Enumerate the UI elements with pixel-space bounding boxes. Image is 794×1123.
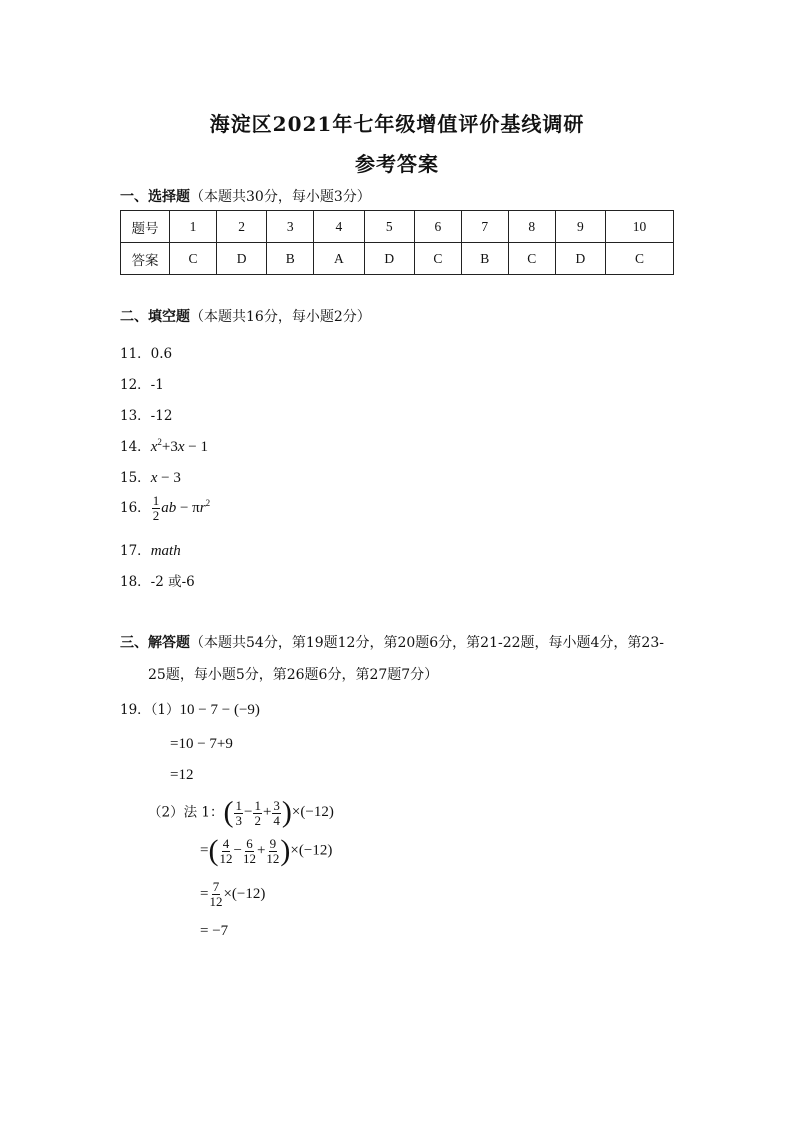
section-3-note-1: （本题共54分，第19题12分，第20题6分，第21-22题，每小题4分，第23- [190, 635, 664, 651]
answer-14 [120, 435, 208, 456]
answer-15 [120, 466, 181, 487]
answer-cell: C [414, 243, 461, 275]
q19-part2-label: （2）法 1： [148, 804, 224, 821]
page-title: 海淀区2021年七年级增值评价基线调研 [209, 112, 585, 136]
q19-step2: =12 [170, 767, 194, 783]
answer-17-value: math [150, 543, 181, 559]
answer-12: 12．-1 [120, 377, 164, 393]
q19-step1: =10 − 7+9 [170, 736, 233, 752]
answer-cell: C [508, 243, 555, 275]
q19-part1 [120, 698, 260, 719]
answer-cell: D [216, 243, 266, 275]
table-row [121, 243, 674, 275]
answer-17-number: 17． [120, 543, 151, 559]
answer-table [120, 210, 674, 275]
answer-17 [120, 539, 181, 560]
question-number: 5 [364, 211, 414, 243]
answer-16-expr: $\frac{1}{2}$ ab − $\pi r^2$ [152, 493, 211, 523]
page-subtitle: 参考答案 [355, 152, 439, 176]
section-2-note: （本题共16分，每小题2分） [190, 309, 371, 325]
section-1-heading [120, 186, 371, 206]
row-label-answer: 答案 [121, 243, 170, 275]
q19-part2-expr: ( $\frac{1}{3}$ − $\frac{1}{2}$ + $\frac{3}{4}$ )×(−12) [223, 796, 334, 829]
section-1-name: 一、选择题 [120, 189, 190, 205]
question-number: 1 [170, 211, 217, 243]
answer-18: 18．-2 或-6 [120, 574, 195, 590]
section-3-name: 三、解答题 [120, 635, 190, 651]
q19-expression: 10 − 7 − (−9) [179, 702, 260, 718]
question-number: 4 [314, 211, 364, 243]
answer-cell: C [606, 243, 674, 275]
answer-cell: B [267, 243, 314, 275]
table-row [121, 211, 674, 243]
q19-part2 [148, 798, 334, 828]
answer-cell: A [314, 243, 364, 275]
answer-14-number: 14． [120, 439, 151, 455]
answer-cell: B [461, 243, 508, 275]
question-number: 8 [508, 211, 555, 243]
row-label-question: 题号 [121, 211, 170, 243]
q19-part2-step2: = $\frac{7}{12}$ ×(−12) [200, 879, 266, 909]
answer-16-number: 16． [120, 499, 151, 516]
answer-cell: D [364, 243, 414, 275]
question-number: 10 [606, 211, 674, 243]
answer-15-number: 15． [120, 470, 151, 486]
answer-14-expr: $x^2+3x - 1$ [150, 437, 208, 455]
section-3-note-2: 25题，每小题5分，第26题6分，第27题7分） [148, 667, 439, 683]
question-number: 7 [461, 211, 508, 243]
answer-13: 13．-12 [120, 408, 173, 424]
answer-16 [120, 494, 210, 523]
question-number: 9 [555, 211, 605, 243]
question-number: 6 [414, 211, 461, 243]
question-number: 2 [216, 211, 266, 243]
q19-part2-final: = −7 [200, 923, 229, 939]
question-number: 3 [267, 211, 314, 243]
answer-11: 11．0.6 [120, 346, 173, 362]
section-2-heading [120, 306, 371, 326]
section-2-name: 二、填空题 [120, 309, 190, 325]
answer-cell: D [555, 243, 605, 275]
section-3-heading [120, 632, 664, 652]
q19-label: 19．（1） [120, 702, 180, 718]
answer-cell: C [170, 243, 217, 275]
q19-part2-step1: =( $\frac{4}{12}$ − $\frac{6}{12}$ + $\frac{9}{12}$ )×(−12) [200, 834, 333, 867]
section-1-note: （本题共30分，每小题3分） [190, 189, 371, 205]
answer-15-expr: x − 3 [150, 470, 181, 486]
